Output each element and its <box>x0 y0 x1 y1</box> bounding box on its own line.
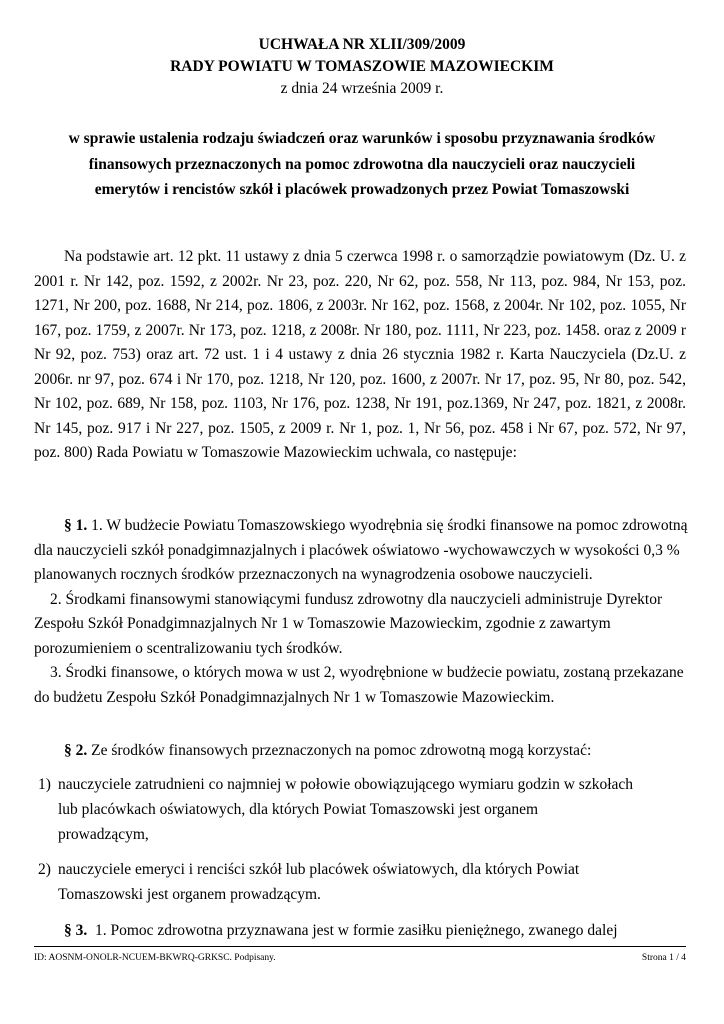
section-1-label: § 1. <box>64 517 88 534</box>
section-2-intro-text: Ze środków finansowych przeznaczonych na pomoc zdrowotną mogą korzystać: <box>91 742 592 759</box>
section-1-p3: 3. Środki finansowe, o których mowa w ust 2, wyodrębnione w budżecie powiatu, zostaną przekazane do budżetu Zespołu Szkół Ponadgimnazjalnych Nr 1 w Tomaszowie Mazowieckim. <box>34 664 684 706</box>
section-1-p1 <box>34 514 694 588</box>
list-item-2-line1: nauczyciele emeryci i renciści szkół lub placówek oświatowych, dla których Powiat <box>58 861 580 878</box>
document-id: ID: AOSNM-ONOLR-NCUEM-BKWRQ-GRKSC. Podpisany. <box>34 953 276 963</box>
council-name: RADY POWIATU W TOMASZOWIE MAZOWIECKIM <box>170 58 554 75</box>
resolution-subject: w sprawie ustalenia rodzaju świadczeń oraz warunków i sposobu przyznawania środków finansowych przeznaczonych na pomoc zdrowotna dla nauczycieli oraz nauczycieli emerytów i rencistów szkół i placówek prowadzonych przez Powiat Tomaszowski <box>68 130 656 198</box>
resolution-number: UCHWAŁA NR XLII/309/2009 <box>258 36 466 53</box>
list-item-1-line3: prowadzącym, <box>58 826 149 843</box>
section-1 <box>34 514 694 710</box>
list-item-1-number: 1) <box>38 776 51 793</box>
section-3 <box>64 920 618 942</box>
list-item-2-number: 2) <box>38 861 51 878</box>
footer-divider <box>34 946 686 947</box>
section-1-p2: 2. Środkami finansowymi stanowiącymi fundusz zdrowotny dla nauczycieli administruje Dyrektor Zespołu Szkół Ponadgimnazjalnych Nr 1 w Tomaszowie Mazowieckim, zgodnie z zawartym porozumieniem o scentralizowaniu tych środków. <box>34 590 663 657</box>
section-3-label: § 3. <box>64 922 88 939</box>
preamble <box>34 245 686 466</box>
preamble-text: Na podstawie art. 12 pkt. 11 ustawy z dnia 5 czerwca 1998 r. o samorządzie powiatowym (Dz. U. z 2001 r. Nr 142, poz. 1592, z 2002r. Nr 23, poz. 220, Nr 62, poz. 558, Nr 113, poz. 984, Nr 153, poz. 1271, Nr 200, poz. 1688, Nr 214, poz. 1806, z 2003r. Nr 162, poz. 1568, z 2004r. Nr 102, poz. 1055, Nr 167, poz. 1759, z 2007r. Nr 173, poz. 1218, z 2008r. Nr 180, poz. 1111, Nr 223, poz. 1458. oraz z 2009 r Nr 92, poz. 753) oraz art. 72 ust. 1 i 4 ustawy z dnia 26 stycznia 1982 r. Karta Nauczyciela (Dz.U. z 2006r. nr 97, poz. 674 i Nr 170, poz. 1218, Nr 120, poz. 1600, z 2007r. Nr 17, poz. 95, Nr 80, poz. 542, Nr 102, poz. 689, Nr 158, poz. 1103, Nr 176, poz. 1238, Nr 191, poz.1369, Nr 247, poz. 1821, z 2008r. Nr 145, poz. 917 i Nr 227, poz. 1505, z 2009 r. Nr 1, poz. 1, Nr 56, poz. 458 i Nr 67, poz. 572, Nr 97, poz. 800) Rada Powiatu w Tomaszowie Mazowieckim uchwala, co następuje: <box>34 248 686 461</box>
page-number: Strona 1 / 4 <box>641 953 686 963</box>
section-3-text: 1. Pomoc zdrowotna przyznawana jest w formie zasiłku pieniężnego, zwanego dalej <box>95 922 618 939</box>
section-2-intro <box>64 740 591 762</box>
list-item-1-line2: lub placówkach oświatowych, dla których Powiat Tomaszowski jest organem <box>58 801 539 818</box>
resolution-date: z dnia 24 września 2009 r. <box>280 80 444 97</box>
list-item-2-line2: Tomaszowski jest organem prowadzącym. <box>58 886 321 903</box>
section-2-label: § 2. <box>64 742 88 759</box>
list-item-1-line1: nauczyciele zatrudnieni co najmniej w połowie obowiązującego wymiaru godzin w szkołach <box>58 776 634 793</box>
section-1-p1-text: 1. W budżecie Powiatu Tomaszowskiego wyodrębnia się środki finansowe na pomoc zdrowotną dla nauczycieli szkół ponadgimnazjalnych i placówek oświatowo -wychowawczych w wysokości 0,3 % planowanych rocznych środków przeznaczonych na wynagrodzenia osobowe nauczycieli. <box>34 517 688 583</box>
